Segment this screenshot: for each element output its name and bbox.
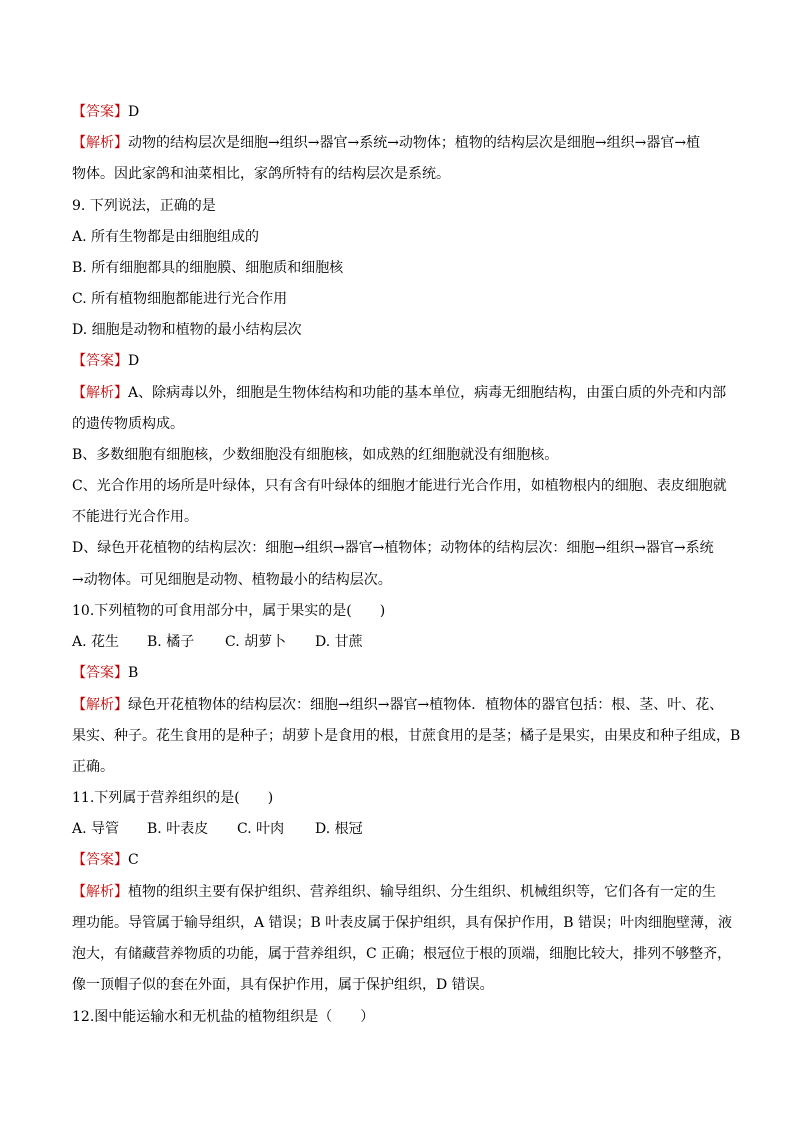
q11-stem: 11.下列属于营养组织的是( ) xyxy=(72,790,274,806)
q9-answer-line: 【答案】D xyxy=(72,353,140,369)
answer-label: 答案 xyxy=(86,104,114,120)
q11-option-a: A. 导管 xyxy=(72,821,120,837)
analysis-label: 解析 xyxy=(86,385,114,401)
q12-stem: 12.图中能运输水和无机盐的植物组织是（ ） xyxy=(72,1009,375,1025)
q9-analysis-line-4: C、光合作用的场所是叶绿体，只有含有叶绿体的细胞才能进行光合作用，如植物根内的细胞、表皮细胞就 xyxy=(72,478,727,494)
q10-answer-line: 【答案】B xyxy=(72,665,139,681)
q11-analysis-text-1: 植物的组织主要有保护组织、营养组织、输导组织、分生组织、机械组织等，它们各有一定的生 xyxy=(128,884,716,900)
q11-options xyxy=(72,820,732,838)
q10-option-c: C. 胡萝卜 xyxy=(225,634,287,650)
q9-option-a: A. 所有生物都是由细胞组成的 xyxy=(72,229,260,245)
q9-option-b: B. 所有细胞都具的细胞膜、细胞质和细胞核 xyxy=(72,260,344,276)
q10-option-d: D. 甘蔗 xyxy=(315,634,363,650)
analysis-label: 解析 xyxy=(86,135,114,151)
analysis-label: 解析 xyxy=(86,884,114,900)
q10-option-a: A. 花生 xyxy=(72,634,120,650)
q9-analysis-line-3: B、多数细胞有细胞核，少数细胞没有细胞核，如成熟的红细胞就没有细胞核。 xyxy=(72,447,559,463)
q9-answer: D xyxy=(128,353,140,369)
q10-analysis-line-1: 【解析】绿色开花植物体的结构层次：细胞→组织→器官→植物体．植物体的器官包括：根、茎、叶、花、 xyxy=(72,697,724,713)
q9-option-d: D. 细胞是动物和植物的最小结构层次 xyxy=(72,322,302,338)
q11-analysis-line-4: 像一顶帽子似的套在外面，具有保护作用，属于保护组织，D 错误。 xyxy=(72,977,494,993)
q11-analysis-line-1: 【解析】植物的组织主要有保护组织、营养组织、输导组织、分生组织、机械组织等，它们各有一定的生 xyxy=(72,884,716,900)
q10-option-b: B. 橘子 xyxy=(147,634,195,650)
q10-options xyxy=(72,633,732,651)
q10-stem: 10.下列植物的可食用部分中，属于果实的是( ) xyxy=(72,603,386,619)
q10-analysis-line-2: 果实、种子。花生食用的是种子；胡萝卜是食用的根，甘蔗食用的是茎；橘子是果实，由果皮和种子组成，B xyxy=(72,728,741,744)
q10-analysis-text-1: 绿色开花植物体的结构层次：细胞→组织→器官→植物体．植物体的器官包括：根、茎、叶、花、 xyxy=(128,697,724,713)
q9-option-c: C. 所有植物细胞都能进行光合作用 xyxy=(72,291,288,307)
q11-option-d: D. 根冠 xyxy=(315,821,363,837)
answer-label: 答案 xyxy=(86,665,114,681)
q8-analysis-line-1: 【解析】动物的结构层次是细胞→组织→器官→系统→动物体；植物的结构层次是细胞→组织→器官→植 xyxy=(72,135,701,151)
analysis-label: 解析 xyxy=(86,697,114,713)
q9-analysis-line-2: 的遗传物质构成。 xyxy=(72,416,184,432)
q10-answer: B xyxy=(128,665,139,681)
q11-answer-line: 【答案】C xyxy=(72,852,139,868)
answer-label: 答案 xyxy=(86,353,114,369)
q9-analysis-line-6: D、绿色开花植物的结构层次：细胞→组织→器官→植物体；动物体的结构层次：细胞→组织→器官→系统 xyxy=(72,540,714,556)
q11-answer: C xyxy=(128,852,139,868)
q11-analysis-line-2: 理功能。导管属于输导组织，A 错误；B 叶表皮属于保护组织，具有保护作用，B 错误；叶肉细胞壁薄，液 xyxy=(72,915,733,931)
q8-answer: D xyxy=(128,104,140,120)
q11-analysis-line-3: 泡大，有储藏营养物质的功能，属于营养组织，C 正确；根冠位于根的顶端，细胞比较大，排列不够整齐， xyxy=(72,946,732,962)
q11-option-c: C. 叶肉 xyxy=(237,821,285,837)
q8-answer-line: 【答案】D xyxy=(72,104,140,120)
q8-analysis-line-2: 物体。因此家鸽和油菜相比，家鸽所特有的结构层次是系统。 xyxy=(72,166,450,182)
q8-analysis-text-1: 动物的结构层次是细胞→组织→器官→系统→动物体；植物的结构层次是细胞→组织→器官→植 xyxy=(128,135,701,151)
q9-analysis-line-7: →动物体。可见细胞是动物、植物最小的结构层次。 xyxy=(72,572,392,588)
answer-label: 答案 xyxy=(86,852,114,868)
q9-analysis-line-5: 不能进行光合作用。 xyxy=(72,509,198,525)
q9-analysis-text-1: A、除病毒以外，细胞是生物体结构和功能的基本单位，病毒无细胞结构，由蛋白质的外壳和内部 xyxy=(128,385,727,401)
q10-analysis-line-3: 正确。 xyxy=(72,759,114,775)
q9-stem: 9. 下列说法，正确的是 xyxy=(72,198,216,214)
q11-option-b: B. 叶表皮 xyxy=(147,821,209,837)
q9-analysis-line-1: 【解析】A、除病毒以外，细胞是生物体结构和功能的基本单位，病毒无细胞结构，由蛋白质的外壳和内部 xyxy=(72,385,727,401)
